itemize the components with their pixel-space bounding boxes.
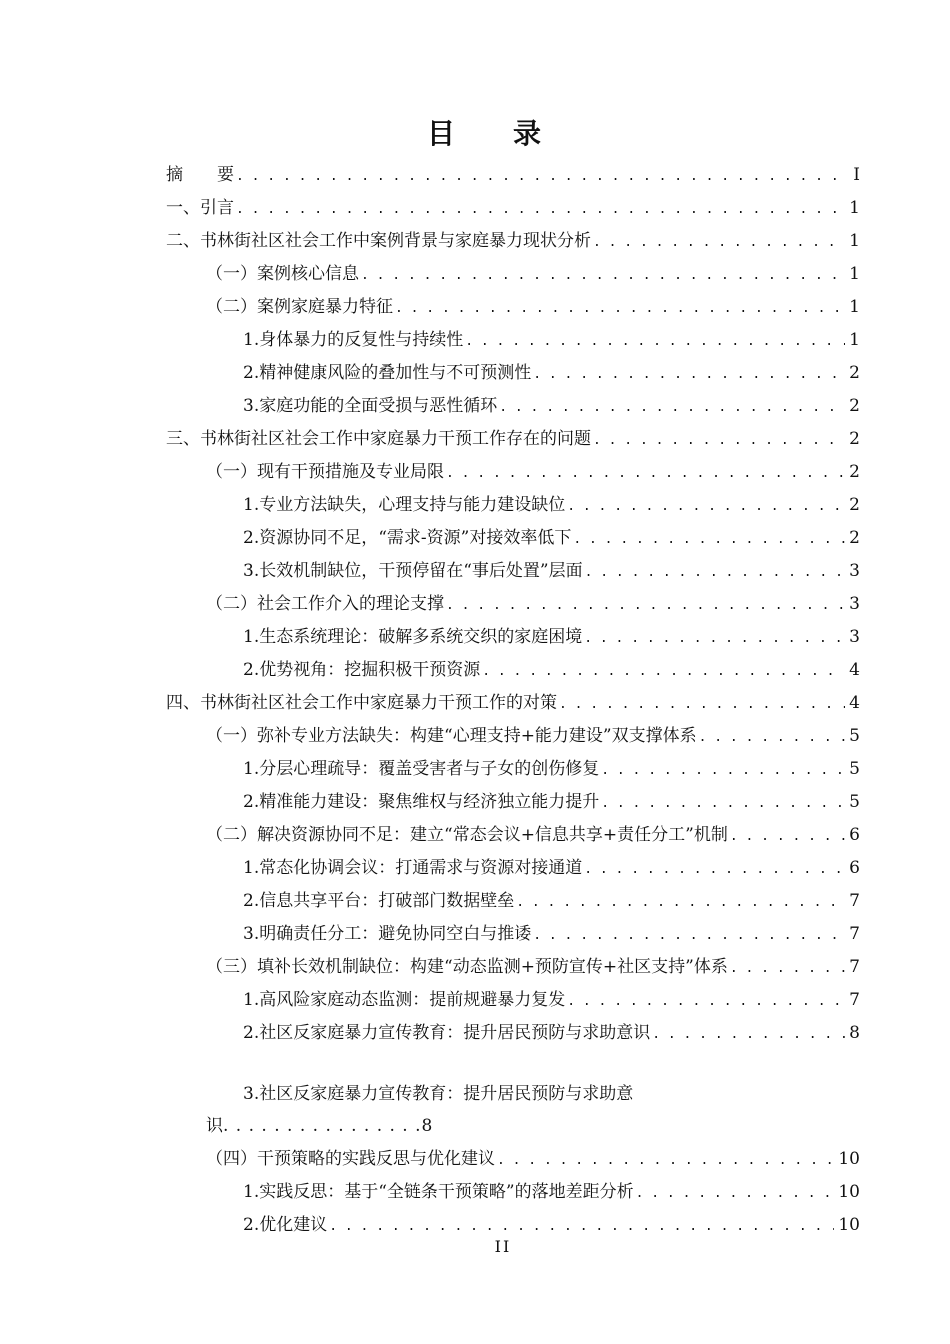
toc-entry-page: 5 [849, 726, 860, 746]
dot-leader [482, 654, 845, 688]
toc-entry[interactable] [166, 192, 860, 224]
toc-entry-page: 1 [849, 198, 860, 218]
toc-entry-label: （一）弥补专业方法缺失：构建“心理支持+能力建设”双支撑体系 [206, 726, 697, 746]
toc-entry[interactable] [243, 1017, 860, 1049]
toc-entry-page: 4 [849, 660, 860, 680]
toc-entry[interactable] [243, 852, 860, 884]
toc-entry[interactable] [166, 423, 860, 455]
toc-entry-label: 三、书林街社区社会工作中家庭暴力干预工作存在的问题 [166, 429, 591, 449]
toc-entry[interactable] [206, 819, 860, 851]
toc-entry[interactable] [243, 621, 860, 653]
toc-entry-page: 2 [849, 363, 860, 383]
toc-entry[interactable] [206, 951, 860, 983]
toc-entry-label: 识 [206, 1116, 223, 1136]
dot-leader [584, 852, 845, 886]
toc-entry-page: 7 [849, 924, 860, 944]
dot-leader [593, 423, 845, 457]
toc-entry-label: 1.生态系统理论：破解多系统交织的家庭困境 [243, 627, 583, 647]
dot-leader [446, 588, 845, 622]
dot-leader [497, 1143, 834, 1177]
toc-entry-page: 2 [849, 429, 860, 449]
toc-entry[interactable] [166, 225, 860, 257]
dot-leader [601, 753, 845, 787]
toc-entry[interactable] [243, 357, 860, 389]
toc-entry[interactable] [206, 456, 860, 488]
toc-entry-label: 二、书林街社区社会工作中案例背景与家庭暴力现状分析 [166, 231, 591, 251]
dot-leader [567, 489, 845, 523]
toc-entry-label: 2.资源协同不足，“需求-资源”对接效率低下 [243, 528, 572, 548]
toc-entry[interactable] [243, 324, 860, 356]
dot-leader [533, 918, 845, 952]
dot-leader [567, 984, 845, 1018]
toc-entry-label: 3.长效机制缺位，干预停留在“事后处置”层面 [243, 561, 583, 581]
toc-entry-page: 7 [849, 990, 860, 1010]
toc-entry-label: （二）解决资源协同不足：建立“常态会议+信息共享+责任分工”机制 [206, 825, 728, 845]
toc-entry-label: 2.精神健康风险的叠加性与不可预测性 [243, 363, 532, 383]
toc-entry-page: 1 [849, 231, 860, 251]
toc-entry[interactable] [206, 720, 860, 752]
dot-leader [361, 258, 845, 292]
toc-entry-label: 摘 要 [166, 165, 234, 185]
toc-entry-page: 1 [849, 297, 860, 317]
toc-entry-page: 4 [849, 693, 860, 713]
toc-entry-page: 2 [849, 462, 860, 482]
dot-leader [516, 885, 845, 919]
dot-leader [533, 357, 845, 391]
toc-entry-label: 1.分层心理疏导：覆盖受害者与子女的创伤修复 [243, 759, 600, 779]
toc-entry-label: 1.专业方法缺失，心理支持与能力建设缺位 [243, 495, 566, 515]
dot-leader [446, 456, 845, 490]
dot-leader [573, 522, 845, 556]
dot-leader [236, 192, 845, 226]
toc-entry-label: 2.精准能力建设：聚焦维权与经济独立能力提升 [243, 792, 600, 812]
toc-entry[interactable] [206, 291, 860, 323]
toc-entry-page: 10 [838, 1149, 860, 1169]
dot-leader [652, 1017, 845, 1051]
toc-entry[interactable] [166, 687, 860, 719]
toc-entry-page: 10 [838, 1182, 860, 1202]
toc-entry[interactable] [243, 885, 860, 917]
toc-entry-label: 1.身体暴力的反复性与持续性 [243, 330, 464, 350]
toc-entry-abstract[interactable] [166, 159, 860, 191]
toc-entry-label: 2.信息共享平台：打破部门数据壁垒 [243, 891, 515, 911]
toc-entry[interactable] [206, 588, 860, 620]
toc-entry-page: 6 [849, 858, 860, 878]
toc-entry-page: 7 [849, 891, 860, 911]
dot-leader [236, 159, 849, 193]
toc-entry-label: 2.优化建议 [243, 1215, 328, 1235]
dot-leader [559, 687, 845, 721]
toc-entry-page: 10 [838, 1215, 860, 1235]
dot-leader [699, 720, 846, 754]
toc-entry-page: 5 [849, 759, 860, 779]
toc-entry-label: （二）社会工作介入的理论支撑 [206, 594, 444, 614]
toc-entry-page: 7 [849, 957, 860, 977]
dot-leader [395, 291, 845, 325]
toc-entry-label: 2.优势视角：挖掘积极干预资源 [243, 660, 481, 680]
page-title: 目录 [426, 117, 599, 150]
dot-leader [636, 1176, 835, 1210]
dot-leader [730, 951, 845, 985]
toc-entry-label: 3.家庭功能的全面受损与恶性循环 [243, 396, 498, 416]
dot-leader [585, 555, 846, 589]
toc-entry-wrapped-continuation[interactable] [206, 1110, 432, 1142]
toc-entry-page: 1 [849, 264, 860, 284]
dot-leader [730, 819, 845, 853]
toc-entry[interactable] [243, 786, 860, 818]
toc-entry-label: 1.实践反思：基于“全链条干预策略”的落地差距分析 [243, 1182, 634, 1202]
toc-entry-page: 6 [849, 825, 860, 845]
toc-entry-label: （四）干预策略的实践反思与优化建议 [206, 1149, 495, 1169]
page-number-footer: II [494, 1237, 512, 1256]
toc-entry-label: （一）现有干预措施及专业局限 [206, 462, 444, 482]
dot-leader: . . . . . . . . . . . . . . . . [223, 1116, 422, 1136]
toc-entry-page: 3 [849, 627, 860, 647]
toc-entry-label: 四、书林街社区社会工作中家庭暴力干预工作的对策 [166, 693, 557, 713]
toc-entry[interactable] [243, 753, 860, 785]
toc-entry[interactable] [243, 489, 860, 521]
toc-entry[interactable] [243, 918, 860, 950]
toc-entry-page: 2 [849, 528, 860, 548]
toc-entry-page: 5 [849, 792, 860, 812]
toc-entry-label: （一）案例核心信息 [206, 264, 359, 284]
toc-entry-label: 一、引言 [166, 198, 234, 218]
toc-entry-page: 8 [849, 1023, 860, 1043]
toc-entry-page: 1 [849, 330, 860, 350]
toc-entry-label: （二）案例家庭暴力特征 [206, 297, 393, 317]
toc-entry-label: 1.常态化协调会议：打通需求与资源对接通道 [243, 858, 583, 878]
toc-entry-wrapped-line[interactable] [243, 1078, 633, 1110]
toc-entry[interactable] [206, 258, 860, 290]
toc-entry[interactable] [243, 984, 860, 1016]
toc-entry-page: 3 [849, 561, 860, 581]
toc-entry[interactable] [243, 555, 860, 587]
toc-entry[interactable] [206, 1143, 860, 1175]
toc-entry-page: 2 [849, 495, 860, 515]
dot-leader [499, 390, 845, 424]
dot-leader [584, 621, 845, 655]
dot-leader [601, 786, 845, 820]
toc-entry[interactable] [243, 522, 860, 554]
toc-entry-page: 2 [849, 396, 860, 416]
toc-entry[interactable] [243, 390, 860, 422]
toc-entry[interactable] [243, 1176, 860, 1208]
toc-entry-label: 2.社区反家庭暴力宣传教育：提升居民预防与求助意识 [243, 1023, 651, 1043]
toc-entry-page: I [853, 165, 860, 185]
toc-entry-label: 3.社区反家庭暴力宣传教育：提升居民预防与求助意 [243, 1084, 634, 1104]
toc-entry-label: 3.明确责任分工：避免协同空白与推诿 [243, 924, 532, 944]
toc-entry-label: 1.高风险家庭动态监测：提前规避暴力复发 [243, 990, 566, 1010]
toc-entry-page: 3 [849, 594, 860, 614]
toc-entry-label: （三）填补长效机制缺位：构建“动态监测+预防宣传+社区支持”体系 [206, 957, 728, 977]
dot-leader [465, 324, 845, 358]
toc-entry[interactable] [243, 654, 860, 686]
toc-entry-page: 8 [421, 1116, 433, 1136]
dot-leader [593, 225, 845, 259]
